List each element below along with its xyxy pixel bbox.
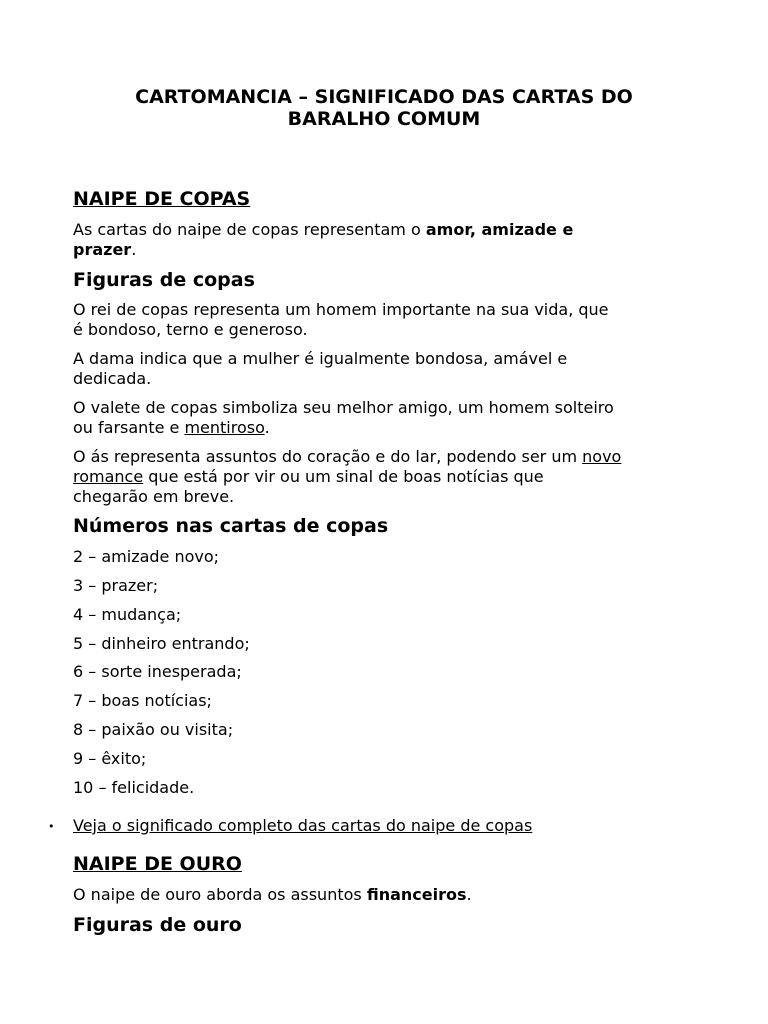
valete-line-1: O valete de copas simboliza seu melhor amigo, um homem solteiro [73,398,614,417]
title-line-2: BARALHO COMUM [287,108,481,130]
ouro-heading: NAIPE DE OURO [73,853,242,875]
list-item: 4 – mudança; [73,605,182,624]
mentiroso-link[interactable]: mentiroso [184,418,265,437]
list-item: 3 – prazer; [73,576,159,595]
list-item: 8 – paixão ou visita; [73,720,234,739]
dama-line-1: A dama indica que a mulher é igualmente bondosa, amável e [73,349,568,368]
copas-intro [73,220,713,260]
figuras-copas-heading: Figuras de copas [73,269,255,291]
dama-line-2: dedicada. [73,369,152,388]
rei-paragraph [73,300,713,340]
figuras-ouro-heading: Figuras de ouro [73,914,242,936]
as-paragraph [73,447,713,507]
valete-line-2-text: ou farsante e [73,418,185,437]
document-title [60,86,708,130]
rei-line-1: O rei de copas representa um homem importante na sua vida, que [73,300,609,319]
list-item: 10 – felicidade. [73,778,195,797]
list-item: 5 – dinheiro entrando; [73,634,250,653]
novo-romance-link-part-2[interactable]: romance [73,467,144,486]
bullet-dot: • [48,820,55,833]
numeros-copas-heading: Números nas cartas de copas [73,515,389,537]
as-line-3: chegarão em breve. [73,487,235,506]
ouro-intro-end: . [466,885,472,904]
list-item: 2 – amizade novo; [73,547,220,566]
copas-intro-end: . [131,240,137,259]
copas-intro-bold-1: amor, amizade e [425,220,574,239]
copas-heading: NAIPE DE COPAS [73,188,251,210]
valete-line-2-end: . [264,418,270,437]
title-line-1: CARTOMANCIA – SIGNIFICADO DAS CARTAS DO [135,86,633,108]
ouro-intro-text: O naipe de ouro aborda os assuntos [73,885,367,904]
list-item: 6 – sorte inesperada; [73,662,242,681]
copas-full-meaning-item [73,816,713,836]
ouro-intro [73,885,713,905]
copas-full-meaning-link[interactable]: Veja o significado completo das cartas do naipe de copas [73,816,533,835]
novo-romance-link-part-1[interactable]: novo [582,447,622,466]
ouro-intro-bold: financeiros [366,885,467,904]
copas-intro-text: As cartas do naipe de copas representam o [73,220,426,239]
list-item: 7 – boas notícias; [73,691,212,710]
as-line-1-text: O ás representa assuntos do coração e do lar, podendo ser um [73,447,583,466]
copas-intro-bold-2: prazer [73,240,132,259]
as-line-2-text: que está por vir ou um sinal de boas notícias que [143,467,544,486]
list-item: 9 – êxito; [73,749,147,768]
rei-line-2: é bondoso, terno e generoso. [73,320,308,339]
dama-paragraph [73,349,713,389]
valete-paragraph [73,398,713,438]
